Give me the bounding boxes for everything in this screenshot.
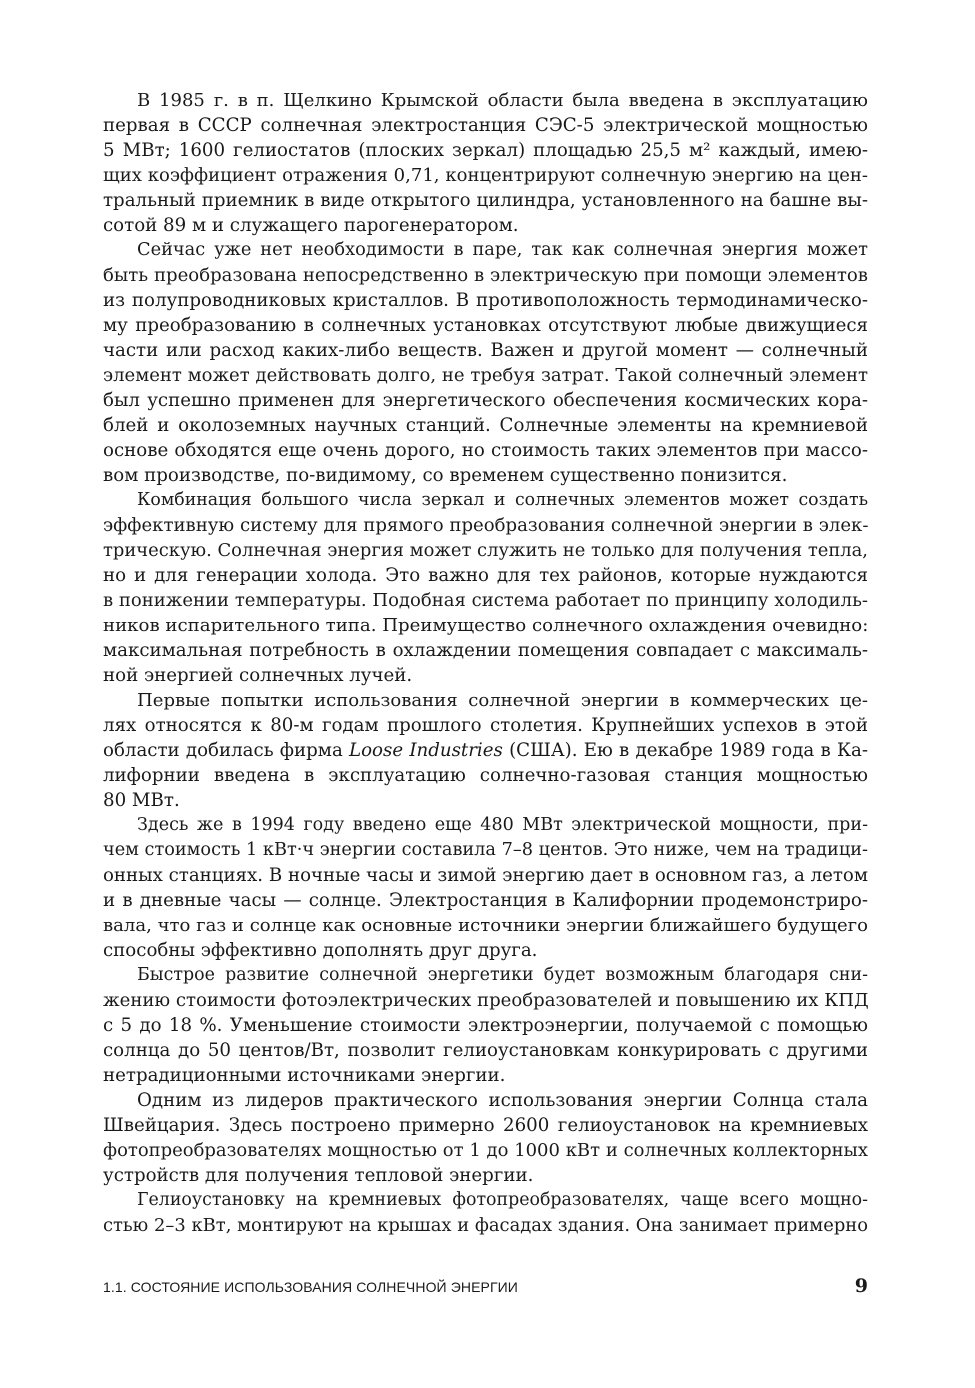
text-line: Здесь же в 1994 году введено еще 480 МВт электрической мощности, при- xyxy=(137,815,868,835)
text-line: сотой 89 м и служащего парогенератором. xyxy=(103,215,519,236)
text-line: В 1985 г. в п. Щелкино Крымской области была введена в эксплуатацию xyxy=(137,90,868,111)
text-line: онных станциях. В ночные часы и зимой энергию дает в основном газ, а летом xyxy=(103,865,868,886)
paragraph xyxy=(103,238,868,488)
text-line: и в дневные часы — солнце. Электростанция в Калифорнии продемонстриро- xyxy=(103,890,868,911)
paragraph xyxy=(103,1088,868,1188)
paragraph xyxy=(103,1188,868,1238)
text-line: щих коэффициент отражения 0,71, концентрируют солнечную энергию на цен- xyxy=(103,165,868,186)
text-line: с 5 до 18 %. Уменьшение стоимости электроэнергии, получаемой с помощью xyxy=(103,1015,868,1036)
text-line: способны эффективно дополнять друг друга. xyxy=(103,940,538,961)
page-footer xyxy=(103,1275,868,1305)
text-line: тральный приемник в виде открытого цилиндра, установленного на башне вы- xyxy=(103,190,868,211)
text-line: Гелиоустановку на кремниевых фотопреобразователях, чаще всего мощно- xyxy=(137,1190,868,1210)
text-line: Одним из лидеров практического использования энергии Солнца стала xyxy=(137,1090,868,1111)
text-line: вом производстве, по-видимому, со временем существенно понизится. xyxy=(103,465,788,486)
company-name: Loose Industries xyxy=(349,740,503,761)
text-line: первая в СССР солнечная электростанция СЭС-5 электрической мощностью xyxy=(103,115,868,136)
text-line: из полупроводниковых кристаллов. В противоположность термодинамическо- xyxy=(103,290,868,311)
text-line: ной энергией солнечных лучей. xyxy=(103,665,413,686)
text-line: Комбинация большого числа зеркал и солнечных элементов может создать xyxy=(137,490,868,510)
text-line: устройств для получения тепловой энергии. xyxy=(103,1165,534,1186)
text-line: лифорнии введена в эксплуатацию солнечно-газовая станция мощностью xyxy=(103,765,868,786)
text-line: фотопреобразователях мощностью от 1 до 1000 кВт и солнечных коллекторных xyxy=(103,1140,868,1161)
text-line: элемент может действовать долго, не требуя затрат. Такой солнечный элемент xyxy=(103,365,868,386)
text-line: эффективную систему для прямого преобразования солнечной энергии в элек- xyxy=(103,515,869,536)
text-line: чем стоимость 1 кВт·ч энергии составила 7–8 центов. Это ниже, чем на традици- xyxy=(103,840,868,860)
text-line: вала, что газ и солнце как основные источники энергии ближайшего будущего xyxy=(103,915,868,936)
text-line: части или расход каких-либо веществ. Важен и другой момент — солнечный xyxy=(103,340,868,361)
text-line: ников испарительного типа. Преимущество солнечного охлаждения очевидно: xyxy=(103,615,869,636)
text-line: основе обходятся еще очень дорого, но стоимость таких элементов при массо- xyxy=(103,440,868,461)
text-line: был успешно применен для энергетического обеспечения космических кора- xyxy=(103,390,868,411)
text-column xyxy=(103,88,868,1238)
text-line: трическую. Солнечная энергия может служить не только для получения тепла, xyxy=(103,540,868,561)
text-line: 5 МВт; 1600 гелиостатов (плоских зеркал) площадью 25,5 м² каждый, имею- xyxy=(103,140,868,161)
text-line: нетрадиционными источниками энергии. xyxy=(103,1065,506,1086)
text-line: стью 2–3 кВт, монтируют на крышах и фасадах здания. Она занимает примерно xyxy=(103,1215,868,1236)
running-footer-title: 1.1. СОСТОЯНИЕ ИСПОЛЬЗОВАНИЯ СОЛНЕЧНОЙ ЭНЕРГИИ xyxy=(103,1279,518,1295)
text-line: но и для генерации холода. Это важно для тех районов, которые нуждаются xyxy=(103,565,868,586)
paragraph xyxy=(103,963,868,1088)
text-line: 80 МВт. xyxy=(103,790,180,811)
text-line: лях относятся к 80-м годам прошлого столетия. Крупнейших успехов в этой xyxy=(103,715,868,736)
paragraph xyxy=(103,88,868,238)
text-line: Первые попытки использования солнечной энергии в коммерческих це- xyxy=(137,690,868,711)
text-line: быть преобразована непосредственно в электрическую при помощи элементов xyxy=(103,265,868,286)
text-line: в понижении температуры. Подобная система работает по принципу холодиль- xyxy=(103,590,868,611)
page-body xyxy=(103,88,868,1238)
text-line: солнца до 50 центов/Вт, позволит гелиоустановкам конкурировать с другими xyxy=(103,1040,868,1061)
text-line: максимальная потребность в охлаждении помещения совпадает с максималь- xyxy=(103,640,868,661)
text-line: области добилась фирма Loose Industries (США). Ею в декабре 1989 года в Ка- xyxy=(103,740,869,761)
text-line: блей и околоземных научных станций. Солнечные элементы на кремниевой xyxy=(103,415,868,436)
text-line: Быстрое развитие солнечной энергетики будет возможным благодаря сни- xyxy=(137,965,868,985)
paragraph xyxy=(103,688,868,813)
text-line: Швейцария. Здесь построено примерно 2600 гелиоустановок на кремниевых xyxy=(103,1115,868,1136)
paragraph xyxy=(103,488,868,688)
page-number: 9 xyxy=(854,1275,868,1297)
text-line: му преобразованию в солнечных установках отсутствуют любые движущиеся xyxy=(103,315,868,336)
text-line: Сейчас уже нет необходимости в паре, так как солнечная энергия может xyxy=(137,240,868,260)
text-line: жению стоимости фотоэлектрических преобразователей и повышению их КПД xyxy=(103,990,869,1011)
paragraph xyxy=(103,813,868,963)
